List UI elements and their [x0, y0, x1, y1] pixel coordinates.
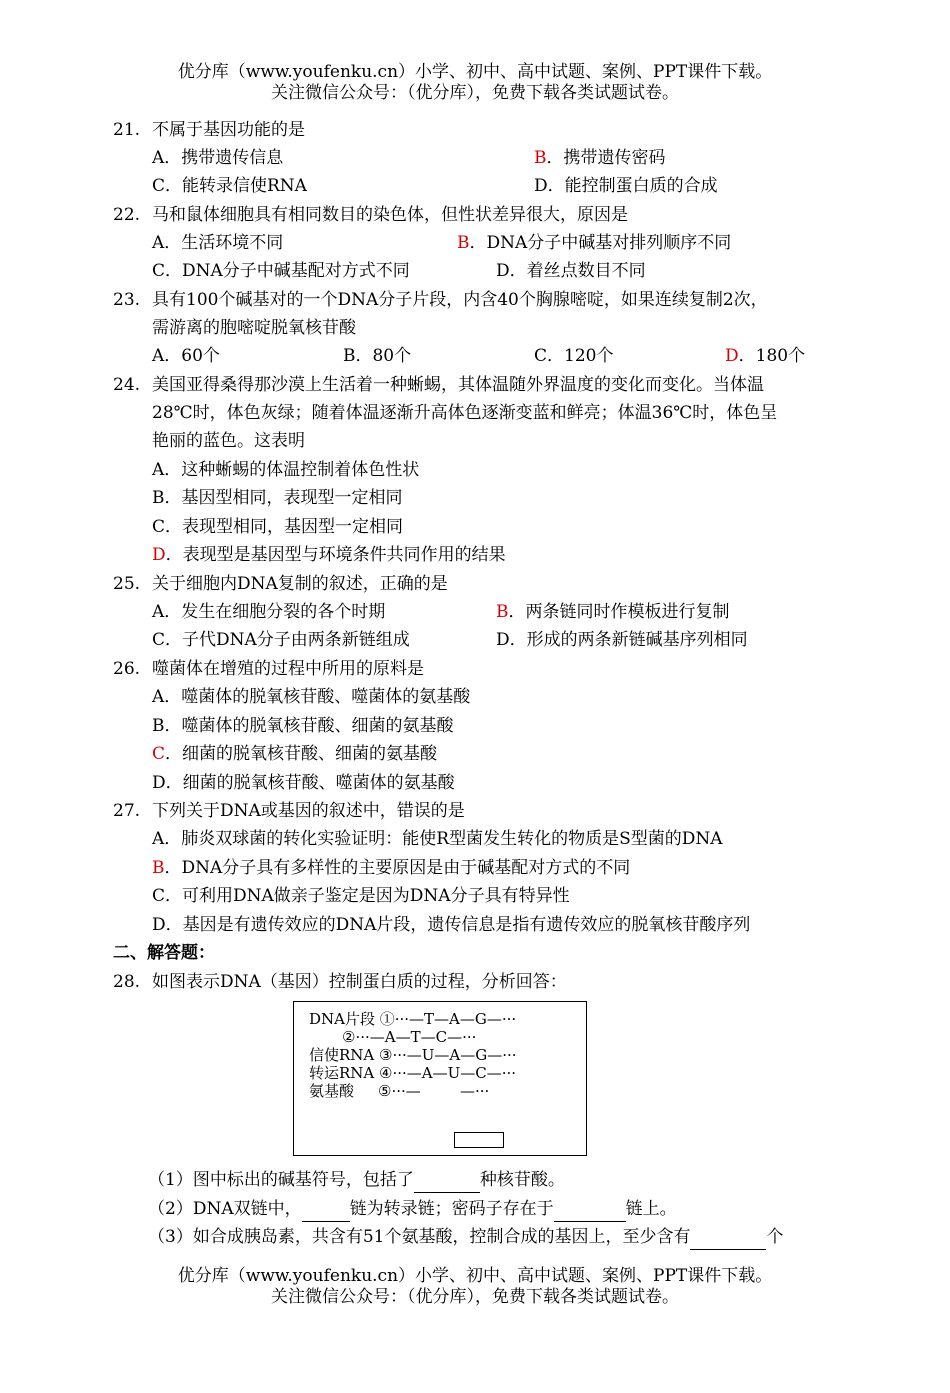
q25-option-a: A．发生在细胞分裂的各个时期 [152, 602, 386, 622]
q27-number: 27. [113, 801, 141, 821]
diagram-answer-box [454, 1132, 504, 1148]
q23-stem-1: 具有100个碱基对的一个DNA分子片段，内含40个胸腺嘧啶，如果连续复制2次， [152, 290, 768, 310]
answer-blank[interactable] [554, 1197, 626, 1222]
q27-stem: 下列关于DNA或基因的叙述中，错误的是 [152, 801, 465, 821]
q28-number: 28. [113, 972, 141, 992]
q25-option-c: C．子代DNA分子由两条新链组成 [152, 630, 410, 650]
q21-option-a: A．携带遗传信息 [152, 148, 284, 168]
answer-mark: B [496, 602, 509, 622]
q24-option-c: C．表现型相同，基因型一定相同 [152, 517, 404, 537]
q24-stem-1: 美国亚得桑得那沙漠上生活着一种蜥蜴，其体温随外界温度的变化而变化。当体温 [152, 375, 764, 395]
diagram-row-mrna: 信使RNA ③···—U—A—G—··· [309, 1046, 517, 1064]
answer-blank[interactable] [414, 1168, 480, 1193]
q24-number: 24. [113, 375, 141, 395]
q21-option-b: B．携带遗传密码 [534, 148, 666, 168]
diagram-row-trna: 转运RNA ④···—A—U—C—··· [309, 1064, 517, 1082]
answer-blank[interactable] [302, 1197, 350, 1222]
q25-option-b: B．两条链同时作模板进行复制 [496, 602, 730, 622]
q26-option-b: B．噬菌体的脱氧核苷酸、细菌的氨基酸 [152, 716, 454, 736]
q26-stem: 噬菌体在增殖的过程中所用的原料是 [152, 659, 424, 679]
q27-option-b: B．DNA分子具有多样性的主要原因是由于碱基配对方式的不同 [152, 858, 631, 878]
q25-option-d: D．形成的两条新链碱基序列相同 [496, 630, 748, 650]
answer-mark: B [457, 233, 470, 253]
q22-stem: 马和鼠体细胞具有相同数目的染色体，但性状差异很大，原因是 [152, 205, 628, 225]
q28-sub-3: （3）如合成胰岛素，共含有51个氨基酸，控制合成的基因上，至少含有 个 [148, 1225, 783, 1250]
q23-option-a: A．60个 [152, 346, 220, 366]
q22-option-c: C．DNA分子中碱基配对方式不同 [152, 261, 410, 281]
q21-stem: 不属于基因功能的是 [152, 120, 305, 140]
answer-mark: D [725, 346, 739, 366]
q24-stem-3: 艳丽的蓝色。这表明 [152, 431, 305, 451]
q27-option-c: C．可利用DNA做亲子鉴定是因为DNA分子具有特异性 [152, 886, 570, 906]
diagram-row-amino-right: —··· [460, 1082, 490, 1100]
header-line-1: 优分库（www.youfenku.cn）小学、初中、高中试题、案例、PPT课件下载。 [177, 62, 773, 82]
q28-sub-2: （2）DNA双链中， 链为转录链；密码子存在于 链上。 [148, 1197, 677, 1222]
answer-mark: C [152, 744, 166, 764]
diagram-row-dna-strand-2: ②···—A—T—C—··· [342, 1028, 477, 1046]
q28-stem: 如图表示DNA（基因）控制蛋白质的过程，分析回答： [152, 972, 567, 992]
dna-diagram [293, 1001, 587, 1156]
diagram-row-amino-label: 氨基酸 [309, 1082, 355, 1100]
q21-number: 21. [113, 120, 141, 140]
q23-option-d: D．180个 [725, 346, 806, 366]
answer-blank[interactable] [690, 1225, 766, 1250]
q21-option-c: C．能转录信使RNA [152, 176, 307, 196]
q26-option-d: D．细菌的脱氧核苷酸、噬菌体的氨基酸 [152, 773, 455, 793]
q26-option-a: A．噬菌体的脱氧核苷酸、噬菌体的氨基酸 [152, 687, 471, 707]
q27-option-d: D．基因是有遗传效应的DNA片段，遗传信息是指有遗传效应的脱氧核苷酸序列 [152, 915, 751, 935]
q25-number: 25. [113, 574, 141, 594]
q22-option-b: B．DNA分子中碱基对排列顺序不同 [457, 233, 732, 253]
q23-stem-2: 需游离的胞嘧啶脱氧核苷酸 [152, 318, 356, 338]
q24-option-b: B．基因型相同，表现型一定相同 [152, 488, 403, 508]
q23-number: 23. [113, 290, 141, 310]
q22-option-d: D．着丝点数目不同 [496, 261, 646, 281]
q22-number: 22. [113, 205, 141, 225]
q23-option-b: B．80个 [343, 346, 412, 366]
q26-option-c: C．细菌的脱氧核苷酸、细菌的氨基酸 [152, 744, 438, 764]
q22-option-a: A．生活环境不同 [152, 233, 284, 253]
section-title: 二、解答题： [113, 943, 215, 963]
q24-option-a: A．这种蜥蜴的体温控制着体色性状 [152, 460, 420, 480]
header-line-2: 关注微信公众号：（优分库），免费下载各类试题试卷。 [271, 83, 679, 103]
answer-mark: B [534, 148, 547, 168]
q27-option-a: A．肺炎双球菌的转化实验证明：能使R型菌发生转化的物质是S型菌的DNA [152, 829, 723, 849]
footer-line-1: 优分库（www.youfenku.cn）小学、初中、高中试题、案例、PPT课件下载。 [177, 1266, 773, 1286]
q24-stem-2: 28℃时，体色灰绿；随着体温逐渐升高体色逐渐变蓝和鲜亮；体温36℃时，体色呈 [152, 403, 778, 423]
answer-mark: D [152, 545, 166, 565]
q21-option-d: D．能控制蛋白质的合成 [534, 176, 718, 196]
q23-option-c: C．120个 [534, 346, 614, 366]
answer-mark: B [152, 858, 165, 878]
q26-number: 26. [113, 659, 141, 679]
q25-stem: 关于细胞内DNA复制的叙述，正确的是 [152, 574, 448, 594]
q24-option-d: D．表现型是基因型与环境条件共同作用的结果 [152, 545, 506, 565]
diagram-row-amino-left: ⑤···— [378, 1082, 421, 1100]
diagram-row-dna-strand-1: DNA片段 ①···—T—A—G—··· [309, 1010, 517, 1028]
q28-sub-1: （1）图中标出的碱基符号，包括了 种核苷酸。 [148, 1168, 565, 1193]
footer-line-2: 关注微信公众号：（优分库），免费下载各类试题试卷。 [271, 1287, 679, 1307]
